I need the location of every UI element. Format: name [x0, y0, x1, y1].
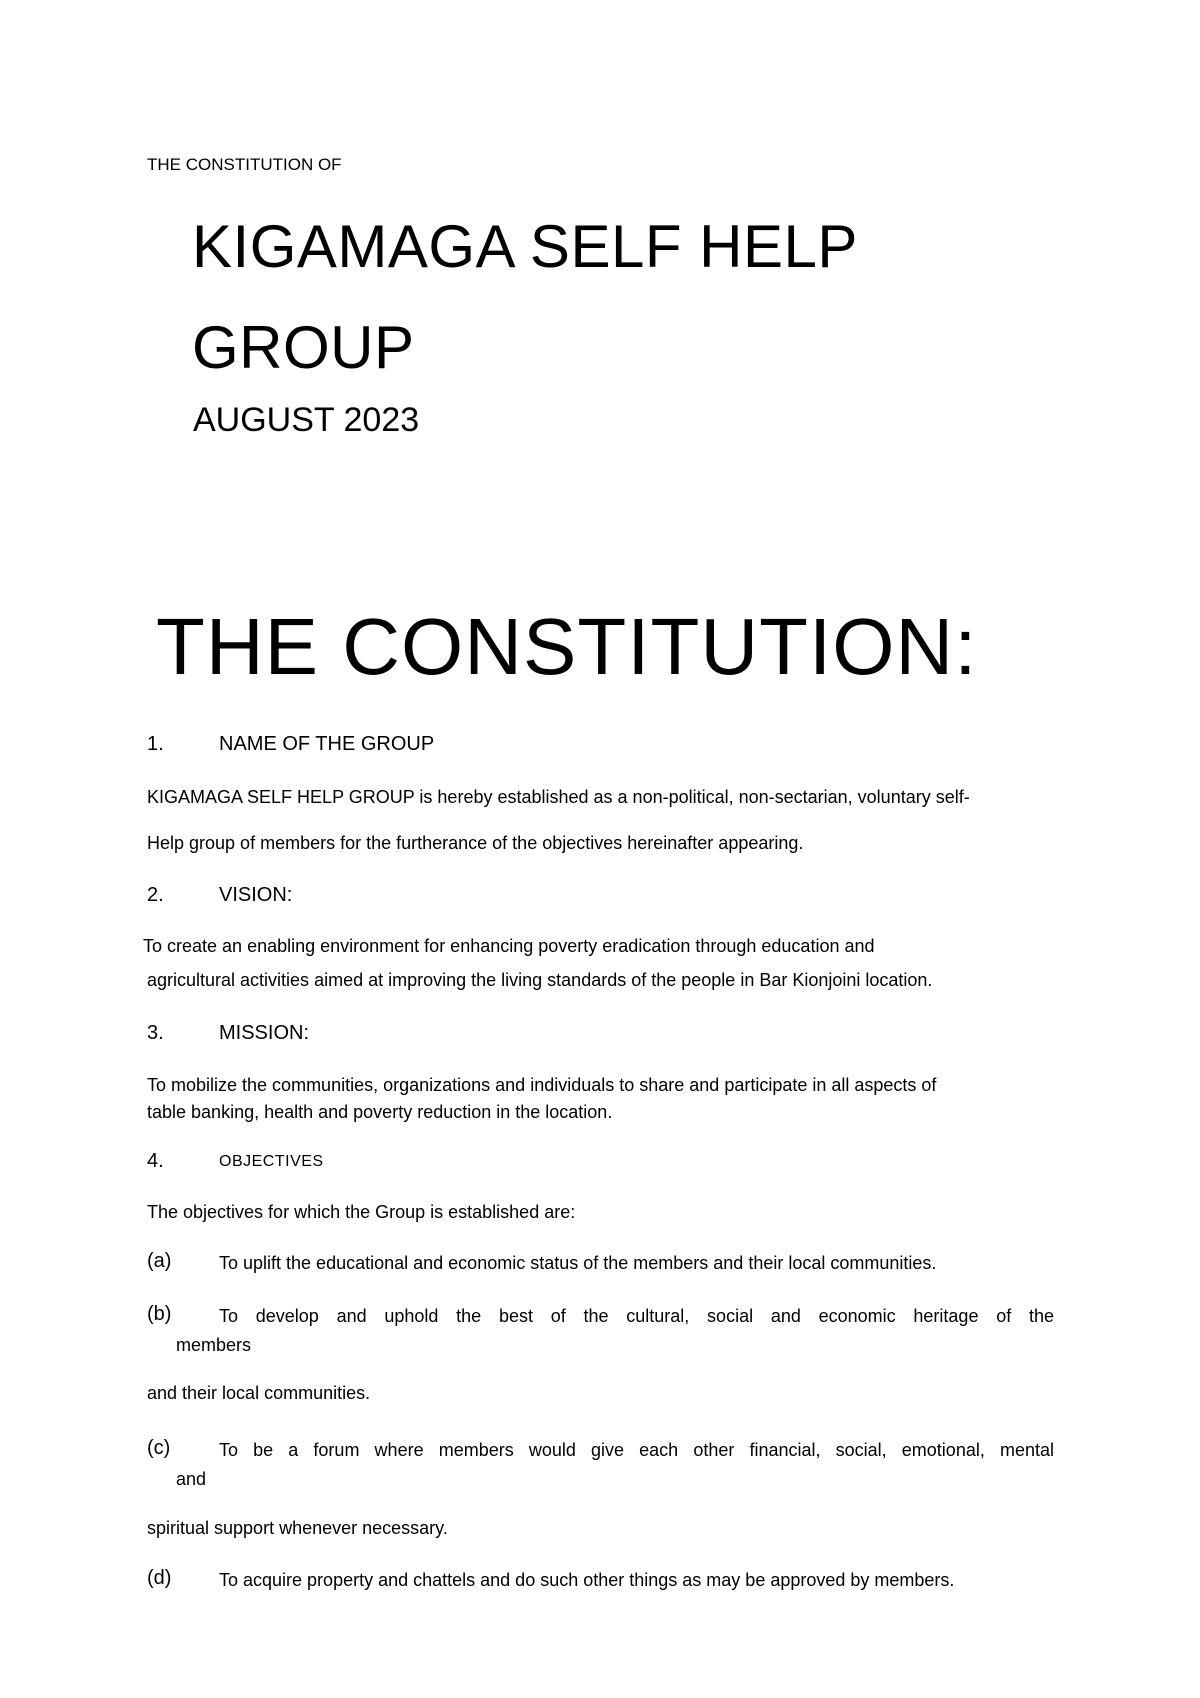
section-title-name: NAME OF THE GROUP: [219, 733, 435, 755]
section-number: 3.: [147, 1022, 164, 1044]
objective-text: To uplift the educational and economic status of the members and their local communities.: [219, 1253, 937, 1273]
objective-text: To develop and uphold the best of the cultural, social and economic heritage of the: [219, 1306, 1054, 1326]
section-title-mission: MISSION:: [219, 1022, 310, 1044]
main-heading: THE CONSTITUTION:: [156, 602, 978, 691]
objective-continuation: and their local communities.: [147, 1383, 371, 1403]
document-date: AUGUST 2023: [193, 401, 420, 439]
objectives-intro: The objectives for which the Group is established are:: [147, 1202, 576, 1222]
objective-label: (c): [147, 1437, 171, 1459]
section-title-vision: VISION:: [219, 884, 293, 906]
section-body-line: To mobilize the communities, organizations and individuals to share and participate in all aspects of: [147, 1075, 937, 1095]
group-title-line1: KIGAMAGA SELF HELP: [192, 213, 858, 280]
section-title-objectives: OBJECTIVES: [219, 1153, 324, 1170]
section-body-line: KIGAMAGA SELF HELP GROUP is hereby established as a non-political, non-sectarian, voluntary self-: [147, 787, 970, 807]
section-body-line: To create an enabling environment for enhancing poverty eradication through education and: [143, 936, 875, 956]
objective-wrap: and: [176, 1469, 207, 1489]
section-number: 1.: [147, 733, 164, 755]
section-number: 4.: [147, 1150, 164, 1172]
objective-text: To be a forum where members would give each other financial, social, emotional, mental: [219, 1440, 1054, 1460]
objective-continuation: spiritual support whenever necessary.: [147, 1518, 448, 1538]
section-body-line: Help group of members for the furtherance of the objectives hereinafter appearing.: [147, 833, 804, 853]
section-number: 2.: [147, 884, 164, 906]
objective-text: To acquire property and chattels and do such other things as may be approved by members.: [219, 1570, 955, 1590]
objective-label: (d): [147, 1567, 172, 1589]
objective-wrap: members: [176, 1335, 252, 1355]
kicker-text: THE CONSTITUTION OF: [147, 155, 342, 174]
objective-label: (a): [147, 1250, 172, 1272]
group-title-line2: GROUP: [192, 314, 415, 381]
section-body-line: agricultural activities aimed at improving the living standards of the people in Bar Kionjoini location.: [147, 970, 933, 990]
section-body-line: table banking, health and poverty reduction in the location.: [147, 1102, 613, 1122]
objective-label: (b): [147, 1303, 172, 1325]
